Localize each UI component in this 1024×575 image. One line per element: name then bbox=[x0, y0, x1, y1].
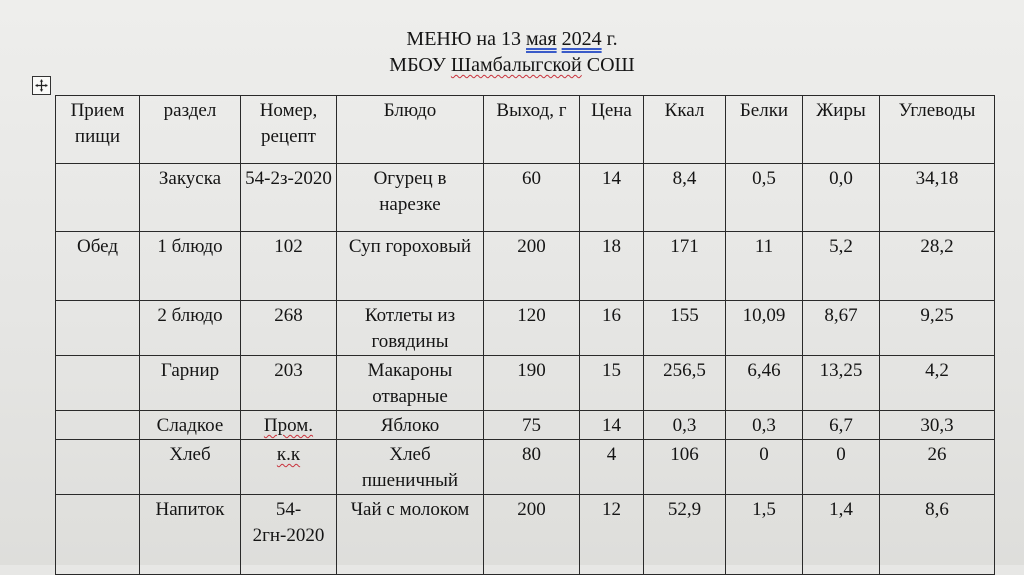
cell-output: 200 bbox=[484, 495, 580, 575]
cell-kcal: 8,4 bbox=[644, 164, 726, 232]
cell-kcal: 171 bbox=[644, 232, 726, 301]
cell-fat: 6,7 bbox=[803, 411, 880, 440]
column-header: Белки bbox=[726, 96, 803, 164]
school-title bbox=[0, 53, 1024, 77]
cell-price: 16 bbox=[580, 301, 644, 356]
cell-dish: Макароны отварные bbox=[337, 356, 484, 411]
table-row bbox=[56, 301, 995, 356]
cell-recipe: 102 bbox=[241, 232, 337, 301]
cell-price: 14 bbox=[580, 411, 644, 440]
title-year: 2024 bbox=[561, 28, 602, 50]
cell-carbs: 8,6 bbox=[880, 495, 995, 575]
cell-section: Хлеб bbox=[140, 440, 241, 495]
column-header: Цена bbox=[580, 96, 644, 164]
table-row bbox=[56, 232, 995, 301]
menu-title bbox=[0, 27, 1024, 51]
cell-carbs: 30,3 bbox=[880, 411, 995, 440]
cell-meal bbox=[56, 411, 140, 440]
cell-fat: 0,0 bbox=[803, 164, 880, 232]
column-header: Номер, рецепт bbox=[241, 96, 337, 164]
cell-meal: Обед bbox=[56, 232, 140, 301]
cell-protein: 6,46 bbox=[726, 356, 803, 411]
school-suffix: СОШ bbox=[586, 54, 635, 76]
cell-output: 80 bbox=[484, 440, 580, 495]
cell-meal bbox=[56, 301, 140, 356]
cell-fat: 13,25 bbox=[803, 356, 880, 411]
cell-kcal: 106 bbox=[644, 440, 726, 495]
cell-protein: 0,3 bbox=[726, 411, 803, 440]
cell-output: 120 bbox=[484, 301, 580, 356]
column-header: Блюдо bbox=[337, 96, 484, 164]
cell-dish: Яблоко bbox=[337, 411, 484, 440]
cell-meal bbox=[56, 495, 140, 575]
cell-recipe: 54-2з-2020 bbox=[241, 164, 337, 232]
cell-protein: 10,09 bbox=[726, 301, 803, 356]
cell-meal bbox=[56, 164, 140, 232]
cell-output: 190 bbox=[484, 356, 580, 411]
cell-carbs: 4,2 bbox=[880, 356, 995, 411]
cell-output: 200 bbox=[484, 232, 580, 301]
cell-carbs: 26 bbox=[880, 440, 995, 495]
title-suffix: г. bbox=[606, 28, 618, 50]
cell-output: 60 bbox=[484, 164, 580, 232]
table-row bbox=[56, 411, 995, 440]
cell-output: 75 bbox=[484, 411, 580, 440]
column-header: Выход, г bbox=[484, 96, 580, 164]
cell-fat: 5,2 bbox=[803, 232, 880, 301]
column-header: Ккал bbox=[644, 96, 726, 164]
cell-dish: Хлеб пшеничный bbox=[337, 440, 484, 495]
column-header: Жиры bbox=[803, 96, 880, 164]
cell-recipe: Пром. bbox=[241, 411, 337, 440]
cell-kcal: 256,5 bbox=[644, 356, 726, 411]
cell-dish: Котлеты из говядины bbox=[337, 301, 484, 356]
cell-protein: 1,5 bbox=[726, 495, 803, 575]
table-row bbox=[56, 440, 995, 495]
cell-protein: 0 bbox=[726, 440, 803, 495]
cell-dish: Суп гороховый bbox=[337, 232, 484, 301]
cell-protein: 0,5 bbox=[726, 164, 803, 232]
cell-recipe: 203 bbox=[241, 356, 337, 411]
cell-protein: 11 bbox=[726, 232, 803, 301]
cell-kcal: 0,3 bbox=[644, 411, 726, 440]
school-prefix: МБОУ bbox=[389, 54, 446, 76]
cell-dish: Чай с молоком bbox=[337, 495, 484, 575]
cell-carbs: 28,2 bbox=[880, 232, 995, 301]
cell-section: 1 блюдо bbox=[140, 232, 241, 301]
cell-meal bbox=[56, 356, 140, 411]
title-month: мая bbox=[526, 28, 557, 50]
cell-recipe: 268 bbox=[241, 301, 337, 356]
cell-price: 4 bbox=[580, 440, 644, 495]
cell-price: 12 bbox=[580, 495, 644, 575]
cell-section: Сладкое bbox=[140, 411, 241, 440]
cell-carbs: 34,18 bbox=[880, 164, 995, 232]
column-header: Углеводы bbox=[880, 96, 995, 164]
table-move-handle[interactable] bbox=[32, 76, 51, 95]
cell-dish: Огурец в нарезке bbox=[337, 164, 484, 232]
title-prefix: МЕНЮ на 13 bbox=[406, 28, 522, 50]
table-header-row bbox=[56, 96, 995, 164]
cell-recipe: к.к bbox=[241, 440, 337, 495]
cell-price: 18 bbox=[580, 232, 644, 301]
move-arrows-icon bbox=[35, 79, 48, 92]
cell-meal bbox=[56, 440, 140, 495]
cell-section: Гарнир bbox=[140, 356, 241, 411]
column-header: Прием пищи bbox=[56, 96, 140, 164]
cell-kcal: 52,9 bbox=[644, 495, 726, 575]
cell-section: Закуска bbox=[140, 164, 241, 232]
menu-table bbox=[55, 95, 995, 575]
cell-fat: 1,4 bbox=[803, 495, 880, 575]
cell-section: Напиток bbox=[140, 495, 241, 575]
column-header: раздел bbox=[140, 96, 241, 164]
school-name: Шамбалыгской bbox=[450, 54, 582, 76]
table-row bbox=[56, 495, 995, 575]
cell-fat: 8,67 bbox=[803, 301, 880, 356]
cell-price: 14 bbox=[580, 164, 644, 232]
cell-fat: 0 bbox=[803, 440, 880, 495]
cell-carbs: 9,25 bbox=[880, 301, 995, 356]
cell-section: 2 блюдо bbox=[140, 301, 241, 356]
cell-kcal: 155 bbox=[644, 301, 726, 356]
cell-recipe: 54-2гн-2020 bbox=[241, 495, 337, 575]
table-row bbox=[56, 356, 995, 411]
table-row bbox=[56, 164, 995, 232]
cell-price: 15 bbox=[580, 356, 644, 411]
